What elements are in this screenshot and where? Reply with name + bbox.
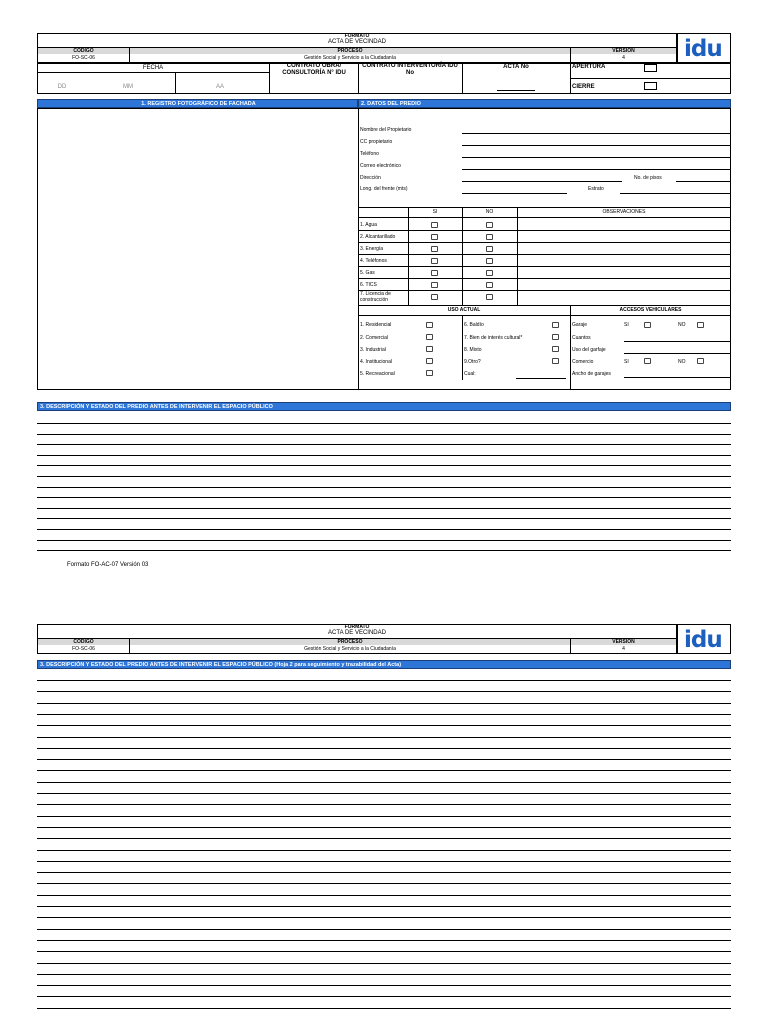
idu-logo [677, 33, 731, 63]
formato-value-p2: ACTA DE VECINDAD [328, 630, 386, 636]
uso-residencial-checkbox[interactable] [426, 322, 433, 328]
apertura-label: APERTURA [572, 64, 606, 70]
formato-label: FORMATO [344, 33, 370, 39]
estrato-input[interactable] [620, 193, 730, 194]
acc-garaje-no-label: NO [678, 322, 686, 328]
writing-line[interactable] [37, 529, 731, 530]
writing-line[interactable] [37, 1008, 731, 1009]
divider [570, 305, 571, 390]
uso-bic-label: 7. Bien de interés cultural* [464, 335, 523, 341]
acc-garaje-label: Garaje [572, 322, 588, 328]
service-telefonos-si[interactable] [431, 258, 438, 264]
service-tics-label: 6. TICS [360, 282, 377, 288]
version-value: 4 [622, 55, 625, 61]
photo-area[interactable] [37, 108, 359, 390]
uso-otro-label: 9.Otro? [464, 359, 481, 365]
divider [358, 266, 731, 267]
uso-mixto-label: 8. Mixto [464, 347, 482, 353]
divider [358, 217, 731, 218]
uso-institucional-label: 4. Institucional [360, 359, 392, 365]
field-correo-input[interactable] [462, 169, 730, 170]
service-energia-label: 3. Energía [360, 246, 384, 252]
divider [462, 315, 463, 380]
service-agua-si[interactable] [431, 222, 438, 228]
field-telefono-label: Teléfono [360, 151, 379, 157]
aa-label: AA [215, 84, 224, 90]
writing-line[interactable] [37, 725, 731, 726]
acc-uso-garaje-label: Uso del garfaje [572, 347, 606, 353]
service-alcantarillado-label: 2. Alcantarillado [360, 234, 396, 240]
acc-comercio-no-checkbox[interactable] [697, 358, 704, 364]
divider [570, 47, 571, 63]
uso-residencial-label: 1. Residencial [360, 322, 392, 328]
writing-line[interactable] [37, 455, 731, 456]
writing-line[interactable] [37, 940, 731, 941]
writing-line[interactable] [37, 917, 731, 918]
field-telefono-input[interactable] [462, 157, 730, 158]
col-obs-label: OBSERVACIONES [602, 209, 646, 215]
acc-garaje-si-checkbox[interactable] [644, 322, 651, 328]
field-propietario-input[interactable] [462, 133, 730, 134]
field-direccion-input[interactable] [462, 181, 622, 182]
uso-comercial-label: 2. Comercial [360, 335, 389, 341]
writing-line[interactable] [37, 518, 731, 519]
writing-line[interactable] [37, 872, 731, 873]
writing-line[interactable] [37, 465, 731, 466]
acc-ancho-input[interactable] [624, 377, 730, 378]
service-alcantarillado-si[interactable] [431, 234, 438, 240]
proceso-value-p2: Gestión Social y Servicio a la Ciudadanía [304, 646, 396, 652]
service-energia-si[interactable] [431, 246, 438, 252]
cierre-checkbox[interactable] [644, 82, 657, 90]
service-licencia-label: 7. Licencia de construcción [360, 291, 391, 303]
writing-line[interactable] [37, 804, 731, 805]
writing-line[interactable] [37, 714, 731, 715]
field-correo-label: Correo electrónico [360, 163, 401, 169]
uso-recreacional-label: 5. Recreacional [360, 371, 395, 377]
datos-predio-box [358, 108, 731, 390]
section1-title: 1. REGISTRO FOTOGRÁFICO DE FACHADA [37, 99, 358, 108]
proceso-value: Gestión Social y Servicio a la Ciudadanía [304, 55, 396, 61]
col-si-label: SI [432, 209, 438, 215]
writing-line[interactable] [37, 793, 731, 794]
service-gas-si[interactable] [431, 270, 438, 276]
writing-line[interactable] [37, 974, 731, 975]
divider [358, 305, 731, 306]
contrato-obra-label: CONTRATO OBRA/ CONSULTORÍA N° IDU [282, 63, 346, 76]
divider [358, 254, 731, 255]
acc-uso-garaje-input[interactable] [624, 353, 730, 354]
writing-line[interactable] [37, 703, 731, 704]
no-pisos-input[interactable] [676, 181, 730, 182]
field-frente-input[interactable] [462, 193, 567, 194]
divider [129, 47, 130, 63]
section3-title: 3. DESCRIPCIÓN Y ESTADO DEL PREDIO ANTES DE INTERVENIR EL ESPACIO PÚBLICO [37, 402, 731, 411]
fecha-label: FECHA [142, 65, 164, 71]
divider [358, 242, 731, 243]
acc-comercio-si-checkbox[interactable] [644, 358, 651, 364]
acc-comercio-no-label: NO [678, 359, 686, 365]
uso-institucional-checkbox[interactable] [426, 358, 433, 364]
writing-line[interactable] [37, 951, 731, 952]
service-telefonos-no[interactable] [486, 258, 493, 264]
uso-actual-label: USO ACTUAL [447, 307, 481, 313]
uso-industrial-checkbox[interactable] [426, 346, 433, 352]
writing-line[interactable] [37, 906, 731, 907]
field-frente-label: Long. del frente (mts) [360, 186, 408, 192]
writing-line[interactable] [37, 827, 731, 828]
idu-logo-p2 [677, 624, 731, 654]
uso-industrial-label: 3. Industrial [360, 347, 386, 353]
uso-cual-input[interactable] [516, 378, 566, 379]
acta-no-field[interactable] [497, 90, 535, 91]
proceso-label-p2: PROCESO [337, 639, 363, 645]
version-label: VERSIÓN [612, 48, 635, 54]
writing-line[interactable] [37, 680, 731, 681]
service-agua-no[interactable] [486, 222, 493, 228]
divider [269, 63, 270, 94]
writing-line[interactable] [37, 770, 731, 771]
acc-garaje-si-label: SI [624, 322, 629, 328]
divider [358, 207, 731, 208]
writing-line[interactable] [37, 748, 731, 749]
writing-line[interactable] [37, 838, 731, 839]
accesos-label: ACCESOS VEHICULARES [619, 307, 682, 313]
writing-line[interactable] [37, 861, 731, 862]
acta-no-label: ACTA No [503, 64, 529, 70]
writing-line[interactable] [37, 691, 731, 692]
section2-title: 2. DATOS DEL PREDIO [358, 99, 731, 108]
writing-line[interactable] [37, 996, 731, 997]
acc-comercio-label: Comercio [572, 359, 594, 365]
contrato-interventoria-label: CONTRATO INTERVENTORÍA IDU No [362, 63, 458, 76]
field-cc-label: CC propietario [360, 139, 393, 145]
service-tics-si[interactable] [431, 282, 438, 288]
service-alcantarillado-no[interactable] [486, 234, 493, 240]
cierre-label: CIERRE [572, 84, 595, 90]
uso-baldio-label: 6. Baldío [464, 322, 484, 328]
acc-cuantos-label: Cuantos [572, 335, 591, 341]
service-licencia-no[interactable] [486, 294, 493, 300]
mm-label: MM [123, 84, 133, 90]
service-gas-no[interactable] [486, 270, 493, 276]
acc-garaje-no-checkbox[interactable] [697, 322, 704, 328]
service-gas-label: 5. Gas [360, 270, 375, 276]
codigo-value: FO-SC-06 [72, 55, 95, 61]
field-direccion-label: Dirección [360, 175, 381, 181]
writing-line[interactable] [37, 487, 731, 488]
footer-text: Formato FO-AC-07 Versión 03 [67, 562, 149, 568]
divider [37, 72, 269, 73]
no-pisos-label: No. de pisos [634, 175, 662, 181]
writing-line[interactable] [37, 444, 731, 445]
divider [175, 72, 176, 94]
codigo-value-p2: FO-SC-06 [72, 646, 95, 652]
writing-line[interactable] [37, 508, 731, 509]
writing-line[interactable] [37, 423, 731, 424]
col-no-label: NO [485, 209, 494, 215]
writing-line[interactable] [37, 895, 731, 896]
divider [570, 638, 571, 654]
service-licencia-si[interactable] [431, 294, 438, 300]
field-cc-input[interactable] [462, 145, 730, 146]
writing-line[interactable] [37, 737, 731, 738]
codigo-label: CÓDIGO [73, 48, 94, 54]
writing-line[interactable] [37, 985, 731, 986]
writing-line[interactable] [37, 476, 731, 477]
uso-comercial-checkbox[interactable] [426, 334, 433, 340]
uso-otro-checkbox[interactable] [552, 358, 559, 364]
divider [358, 278, 731, 279]
divider [129, 638, 130, 654]
uso-bic-checkbox[interactable] [552, 334, 559, 340]
logo-text: idu [684, 36, 722, 62]
writing-line[interactable] [37, 816, 731, 817]
estrato-label: Estrato [588, 186, 604, 192]
service-agua-label: 1. Agua [360, 222, 377, 228]
version-value-p2: 4 [622, 646, 625, 652]
field-propietario-label: Nombre del Propietario [360, 127, 412, 133]
uso-cual-label: Cual: [464, 371, 476, 377]
uso-recreacional-checkbox[interactable] [426, 370, 433, 376]
divider [358, 230, 731, 231]
acc-ancho-label: Ancho de garajes [572, 371, 611, 377]
section3b-title: 3. DESCRIPCIÓN Y ESTADO DEL PREDIO ANTES DE INTERVENIR EL ESPACIO PÚBLICO (Hoja 2 para seguimiento y trazabilidad del Acta) [37, 660, 731, 669]
writing-line[interactable] [37, 434, 731, 435]
writing-line[interactable] [37, 550, 731, 551]
writing-line[interactable] [37, 759, 731, 760]
writing-line[interactable] [37, 850, 731, 851]
proceso-label: PROCESO [337, 48, 363, 54]
writing-line[interactable] [37, 963, 731, 964]
logo-text-p2: idu [684, 627, 722, 653]
apertura-checkbox[interactable] [644, 64, 657, 72]
service-energia-no[interactable] [486, 246, 493, 252]
writing-line[interactable] [37, 497, 731, 498]
acc-cuantos-input[interactable] [624, 341, 730, 342]
uso-baldio-checkbox[interactable] [552, 322, 559, 328]
divider [358, 63, 359, 94]
writing-line[interactable] [37, 782, 731, 783]
divider [358, 315, 731, 316]
acc-comercio-si-label: SI [624, 359, 629, 365]
formato-label-p2: FORMATO [344, 624, 370, 630]
writing-line[interactable] [37, 540, 731, 541]
codigo-label-p2: CÓDIGO [73, 639, 94, 645]
dd-label: DD [57, 84, 67, 90]
formato-value: ACTA DE VECINDAD [328, 39, 386, 45]
service-tics-no[interactable] [486, 282, 493, 288]
divider [358, 290, 731, 291]
service-telefonos-label: 4. Teléfonos [360, 258, 387, 264]
divider [570, 78, 731, 79]
version-label-p2: VERSIÓN [612, 639, 635, 645]
writing-line[interactable] [37, 883, 731, 884]
writing-line[interactable] [37, 929, 731, 930]
uso-mixto-checkbox[interactable] [552, 346, 559, 352]
